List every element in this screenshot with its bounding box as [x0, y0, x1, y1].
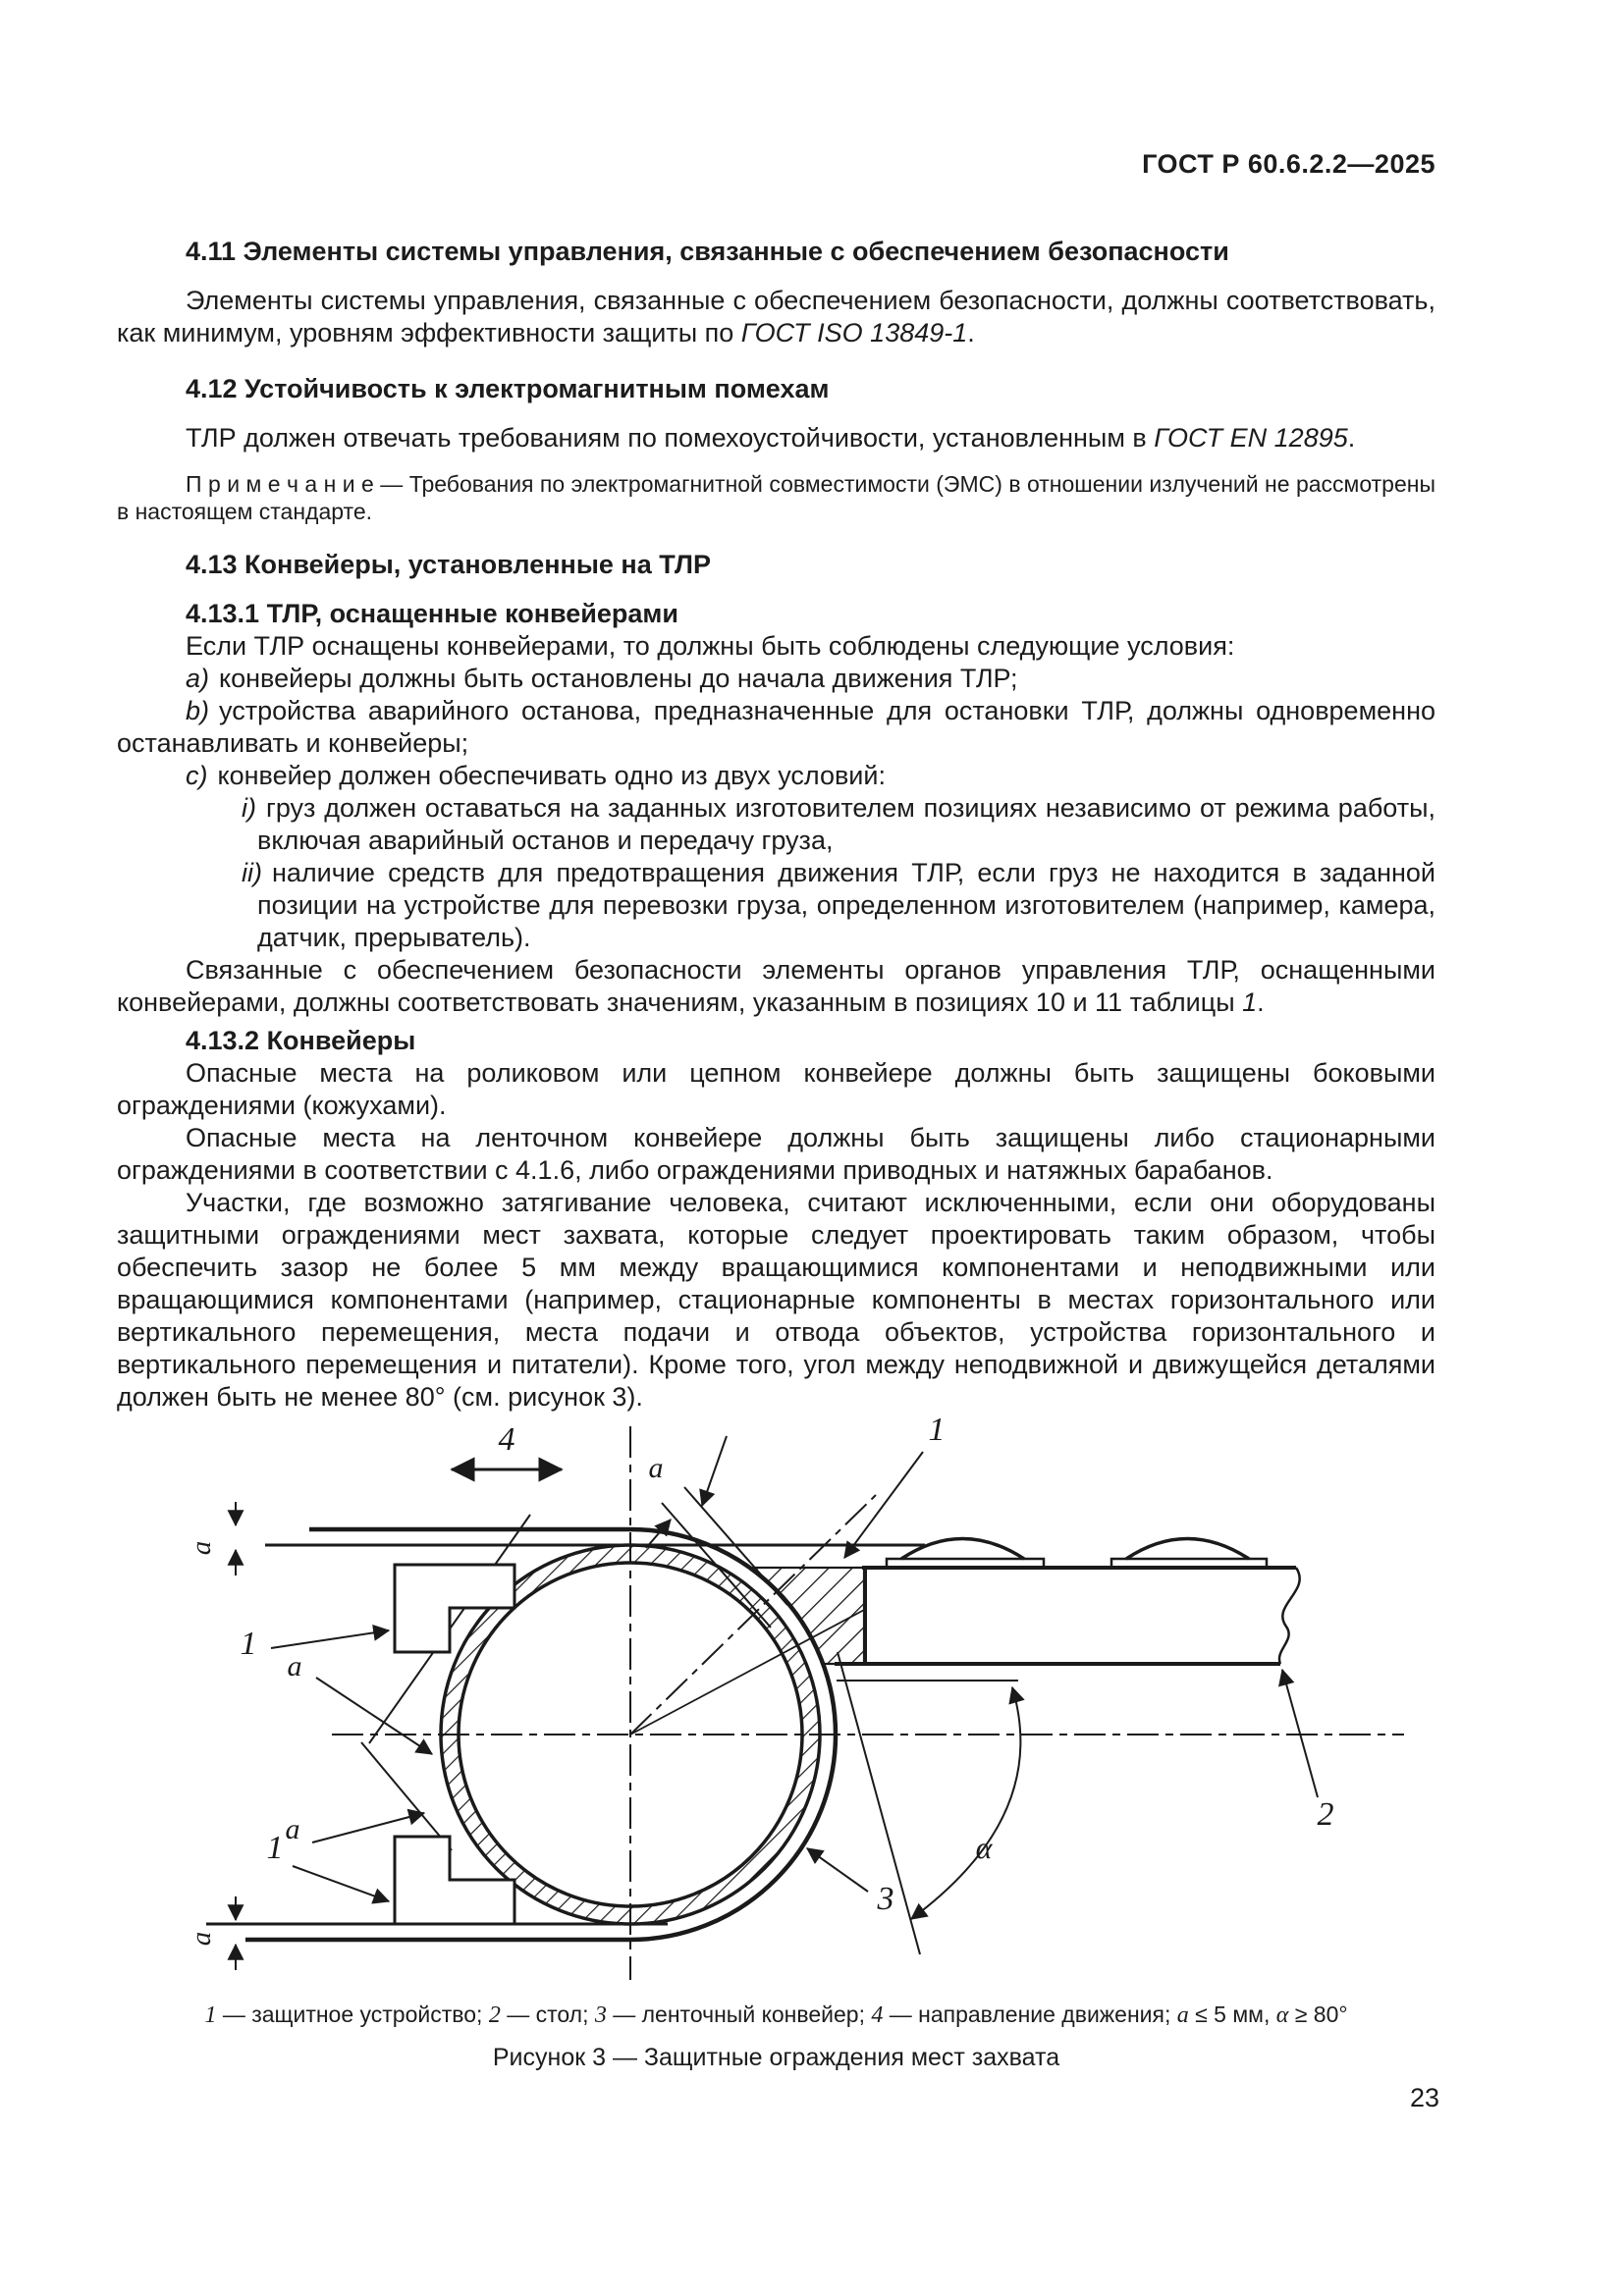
paragraph-rollers: Опасные места на роликовом или цепном конвейере должны быть защищены боковыми ограждениями (кожухами).: [117, 1058, 1435, 1120]
guard-plate-lower-left: [361, 1742, 452, 1850]
angle-alpha: [837, 1652, 1020, 1954]
svg-text:1: 1: [266, 1830, 284, 1866]
list-item-i: i) груз должен оставаться на заданных изготовителем позициях независимо от режима работы, включая аварийный останов и передачу груза,: [242, 793, 1435, 855]
callout-1-top-right: [844, 1412, 946, 1558]
list-marker-c: c): [186, 761, 208, 790]
list-item-b: b) устройства аварийного останова, предназначенные для остановки ТЛР, должны одновременно останавливать и конвейеры;: [117, 696, 1435, 758]
callout-a-upper-left: [288, 1650, 433, 1754]
heading-4-12: 4.12 Устойчивость к электромагнитным помехам: [186, 374, 830, 403]
paragraph-4-11: Элементы системы управления, связанные с обеспечением безопасности, должны соответствовать, как минимум, уровням эффективности защиты по ГОСТ ISO 13849-1.: [117, 286, 1435, 347]
svg-text:1: 1: [240, 1626, 257, 1662]
table-dome-left: [901, 1539, 1024, 1560]
paragraph-nip-points: Участки, где возможно затягивание человека, считают исключенными, если они оборудованы защитными ограждениями мест захвата, которые следует проектировать таким образом, чтобы обеспечить зазор не более 5 мм между вращающимися компонентами и неподвижными или вращающимися компонентами (например, стационарные компоненты в местах горизонтального или вертикального перемещения, места подачи и отвода объектов, устройства горизонтального и вертикального перемещения и питатели). Кроме того, угол между неподвижной и движущейся деталями должен быть не менее 80° (см. рисунок 3).: [117, 1188, 1435, 1412]
list-item-c: c) конвейер должен обеспечивать одно из двух условий:: [186, 761, 886, 790]
list-item-a: a) конвейеры должны быть остановлены до начала движения ТЛР;: [186, 664, 1018, 693]
technical-drawing: [137, 1409, 1414, 1988]
table-dome-right: [1126, 1539, 1249, 1560]
dim-a-label: a: [648, 1452, 664, 1484]
angle-arc: [911, 1687, 1020, 1919]
svg-text:3: 3: [877, 1881, 894, 1917]
figure-legend: 1 — защитное устройство; 2 — стол; 3 — ленточный конвейер; 4 — направление движения; a ≤ 5 мм, α ≥ 80°: [204, 2002, 1348, 2028]
svg-text:a: a: [287, 1650, 302, 1682]
body-text: [117, 236, 1435, 1414]
heading-4-13-2: 4.13.2 Конвейеры: [186, 1026, 416, 1055]
ref-gost-iso-13849: ГОСТ ISO 13849-1: [740, 318, 968, 347]
doc-code-header: ГОСТ Р 60.6.2.2—2025: [1142, 149, 1435, 179]
svg-text:1: 1: [928, 1412, 946, 1448]
heading-4-13-1: 4.13.1 ТЛР, оснащенные конвейерами: [186, 599, 678, 628]
guard-block-top-left: [395, 1565, 514, 1652]
closing-4-13-1: Связанные с обеспечением безопасности элементы органов управления ТЛР, оснащенными конвейерами, должны соответствовать значениям, указанным в позициях 10 и 11 таблицы 1.: [117, 955, 1435, 1017]
page-number: 23: [1409, 2083, 1439, 2112]
callout-1-top-left: [241, 1626, 390, 1662]
list-marker-i: i): [242, 793, 256, 823]
list-item-ii: ii) наличие средств для предотвращения движения ТЛР, если груз не находится в заданной позиции на устройстве для перевозки груза, определенном изготовителем (например, камера, датчик, прерыватель).: [242, 858, 1435, 952]
callout-4-direction: [452, 1421, 562, 1469]
dimension-a-left-bottom: [186, 1896, 236, 1970]
list-marker-b: b): [186, 696, 210, 725]
dimension-a-left-top: [186, 1502, 236, 1575]
figure-caption: Рисунок 3 — Защитные ограждения мест захвата: [492, 2044, 1060, 2071]
ref-gost-en-12895: ГОСТ EN 12895: [1154, 423, 1348, 453]
list-marker-a: a): [186, 664, 210, 693]
note-emc: П р и м е ч а н и е — Требования по электромагнитной совместимости (ЭМС) в отношении излучений не рассмотрены в настоящем стандарте.: [117, 471, 1435, 524]
dim-a-label: a: [186, 1540, 217, 1556]
callout-3-belt: [807, 1848, 894, 1917]
paragraph-4-12: ТЛР должен отвечать требованиям по помехоустойчивости, установленным в ГОСТ EN 12895.: [186, 423, 1356, 453]
intro-4-13-1: Если ТЛР оснащены конвейерами, то должны быть соблюдены следующие условия:: [186, 631, 1235, 661]
heading-4-13: 4.13 Конвейеры, установленные на ТЛР: [186, 550, 712, 579]
svg-text:2: 2: [1317, 1796, 1334, 1833]
callout-2-table: [1282, 1670, 1334, 1833]
svg-text:4: 4: [498, 1421, 515, 1458]
heading-4-11: 4.11 Элементы системы управления, связанные с обеспечением безопасности: [186, 237, 1229, 266]
list-marker-ii: ii): [242, 858, 262, 887]
figure-3-drawing: [137, 1409, 1414, 1988]
alpha-label: α: [975, 1830, 993, 1865]
dim-a-label: a: [186, 1931, 217, 1947]
table-break-line: [1279, 1568, 1300, 1664]
svg-text:a: a: [285, 1813, 300, 1845]
paragraph-belt-guards: Опасные места на ленточном конвейере должны быть защищены либо стационарными ограждениями в соответствии с 4.1.6, либо ограждениями приводных и натяжных барабанов.: [117, 1123, 1435, 1185]
